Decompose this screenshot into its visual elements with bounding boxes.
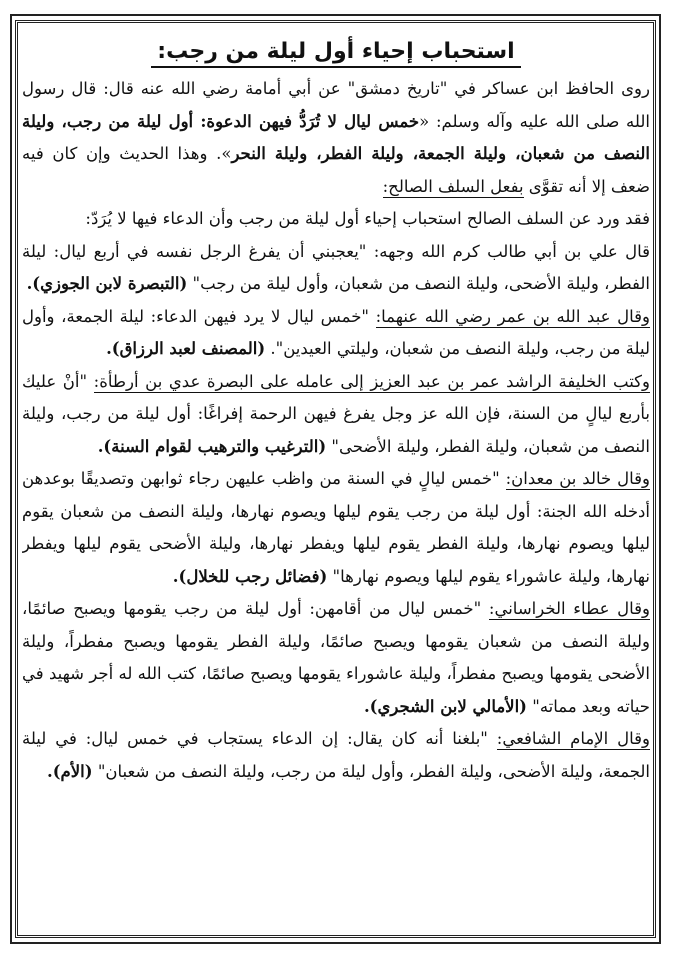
source-citation: (فضائل رجب للخلال).: [172, 566, 328, 586]
paragraph-salaf: [22, 203, 650, 236]
source-citation: (التبصرة لابن الجوزي).: [26, 274, 188, 293]
hadith-text: خمس ليال لا تُرَدُّ فيهن الدعوة: أول ليلة من رجب، وليلة النصف من شعبان، وليلة الجمعة، وليلة الفطر، وليلة النحر: [22, 111, 650, 163]
paragraph-ali: [22, 236, 650, 301]
paragraph-text: "خمس ليالٍ في السنة من واظب عليهن رجاء ثوابهن وتصديقًا بوعدهن أدخله الله الجنة: أول ليلة من رجب يقوم ليلها ويصوم نهارها، وليلة النصف من شعبان يقوم ليلها ويصوم نهارها، وليلة الفطر يقوم ليلها ويفطر نهارها، وليلة الأضحى يقوم ليلها ويفطر نهارها، وليلة عاشوراء يقوم ليلها ويصوم نهارها": [22, 469, 650, 586]
speaker-label: وكتب الخليفة الراشد عمر بن عبد العزيز إلى عامله على البصرة عدي بن أرطأة:: [93, 371, 650, 391]
paragraph-ata: [22, 593, 650, 723]
page-title: استحباب إحياء أول ليلة من رجب:: [151, 39, 520, 68]
paragraph-text: ». وهذا الحديث وإن كان فيه ضعف إلا أنه تقوَّى: [22, 144, 650, 196]
speaker-label: وقال خالد بن معدان:: [505, 469, 650, 488]
source-citation: (الأم).: [47, 761, 93, 781]
paragraph-umar-abdulaziz: [22, 366, 650, 464]
speaker-label: وقال الإمام الشافعي:: [496, 729, 650, 748]
paragraph-text: روى الحافظ ابن عساكر في "تاريخ دمشق" عن أبي أمامة رضي الله عنه قال: قال رسول الله صلى الله عليه وآله وسلم: «: [22, 79, 650, 131]
paragraph-shafii: [22, 723, 650, 788]
source-citation: (الأمالي لابن الشجري).: [363, 696, 527, 716]
underlined-phrase: بفعل السلف الصالح:: [382, 176, 524, 196]
paragraph-ibn-asakir: [22, 73, 650, 203]
paragraph-text: "أنْ عليك بأربع ليالٍ من السنة، فإن الله عز وجل يفرغ فيهن الرحمة إفراغًا: أول ليلة من رجب، وليلة النصف من شعبان، وليلة الفطر، وليلة الأضحى": [22, 371, 650, 456]
source-citation: (الترغيب والترهيب لقوام السنة).: [97, 436, 327, 456]
paragraph-text: "خمس ليال لا يرد فيهن الدعاء: ليلة الجمعة، وأول ليلة من رجب، وليلة النصف من شعبان، وليلتي العيدين".: [22, 306, 650, 358]
paragraph-text: "بلغنا أنه كان يقال: إن الدعاء يستجاب في خمس ليال: في ليلة الجمعة، وليلة الأضحى، وليلة الفطر، وأول ليلة من رجب، وليلة النصف من شعبان": [22, 729, 650, 781]
paragraph-khalid: [22, 463, 650, 593]
speaker-label: وقال عبد الله بن عمر رضي الله عنهما:: [375, 306, 650, 326]
speaker-label: وقال عطاء الخراساني:: [488, 599, 650, 618]
paragraph-text: فقد ورد عن السلف الصالح استحباب إحياء أول ليلة من رجب وأن الدعاء فيها لا يُرَدّ:: [85, 209, 650, 228]
title-wrap: [22, 32, 650, 73]
document-page: [22, 32, 650, 932]
source-citation: (المصنف لعبد الرزاق).: [106, 339, 266, 358]
paragraph-text: "خمس ليال من أقامهن: أول ليلة من رجب يقومها ويصبح صائمًا، وليلة النصف من شعبان يقومها ويصبح صائمًا، وليلة الفطر يقومها ويصبح مفطراً، وليلة الأضحى يقومها ويصبح مفطراً، وليلة عاشوراء يقومها ويصبح صائمًا، كتب الله له أجر شهيد في حياته وبعد مماته": [22, 599, 650, 716]
paragraph-ibn-umar: [22, 301, 650, 366]
paragraph-text: قال علي بن أبي طالب كرم الله وجهه: "يعجبني أن يفرغ الرجل نفسه في أربع ليال: ليلة الفطر، وليلة الأضحى، وليلة النصف من شعبان، وأول ليلة من رجب": [22, 241, 650, 293]
